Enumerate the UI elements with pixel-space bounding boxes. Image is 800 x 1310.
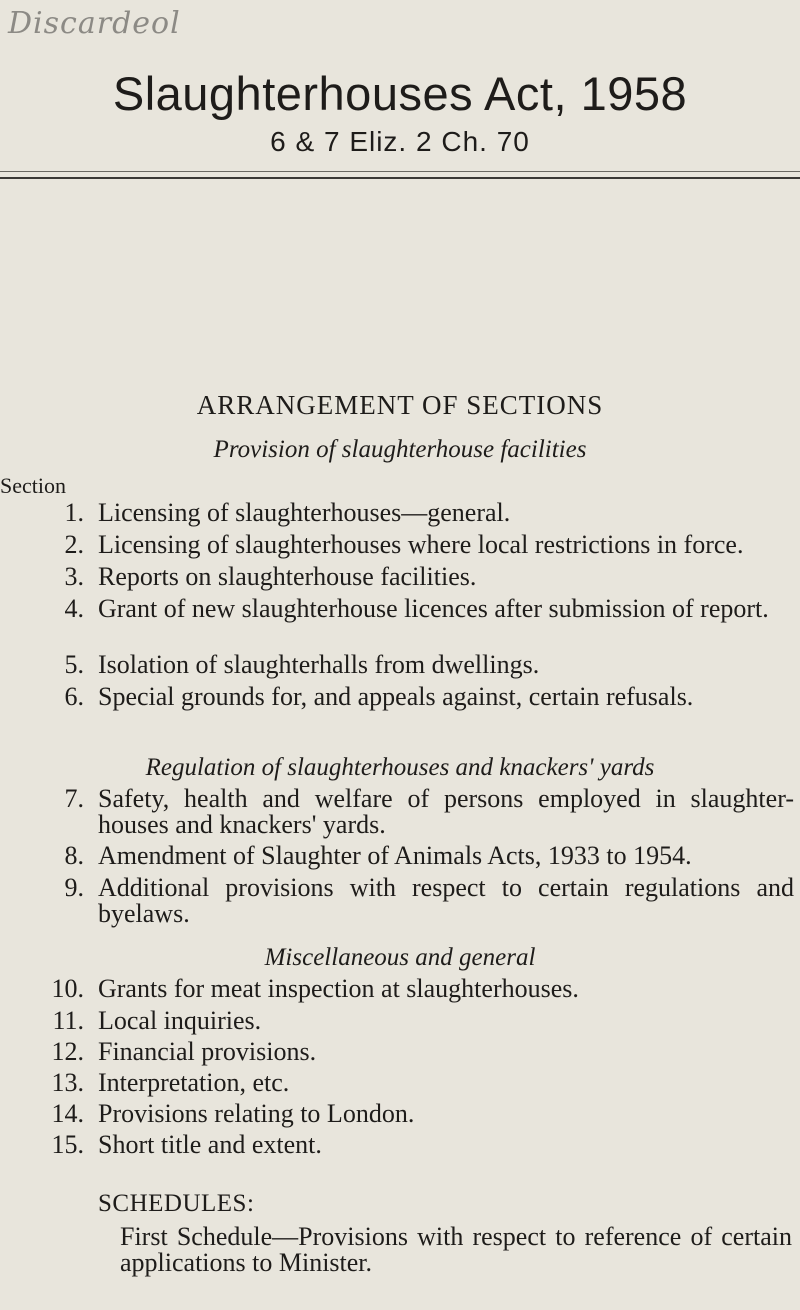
section-number: 10. [51,974,84,1003]
header-rule-thin [0,171,800,172]
section-number: 15. [51,1130,84,1159]
handwritten-annotation: Discardeol [8,6,181,41]
section-number: 13. [51,1068,84,1097]
section-title: Local inquiries. [98,1006,262,1035]
section-number: 2. [64,530,84,559]
section-number: 11. [52,1006,84,1035]
section-number: 12. [51,1037,84,1066]
section-title: Safety, health and welfare of persons employed in slaughter-houses and knackers' yards. [98,784,794,839]
section-number: 3. [64,562,84,591]
section-title: Licensing of slaughterhouses—general. [98,498,511,527]
section-title: Provisions relating to London. [98,1099,415,1128]
section-title: Amendment of Slaughter of Animals Acts, 1933 to 1954. [98,841,692,870]
section-title: Licensing of slaughterhouses where local restrictions in force. [98,530,744,559]
section-column-label: Section [0,473,66,498]
section-number: 4. [64,594,84,623]
section-title: Grant of new slaughterhouse licences after submission of report. [98,594,769,623]
section-title: Isolation of slaughterhalls from dwellings. [98,650,540,679]
section-title: Special grounds for, and appeals against, certain refusals. [98,682,694,711]
schedule-entry: First Schedule—Provisions with respect to reference of certain applications to Minister. [120,1222,792,1277]
section-title: Financial provisions. [98,1037,317,1066]
group-heading-miscellaneous: Miscellaneous and general [264,944,536,971]
section-title: Interpretation, etc. [98,1068,290,1097]
section-title: Reports on slaughterhouse facilities. [98,562,477,591]
section-title: Additional provisions with respect to certain regulations and byelaws. [98,873,794,928]
section-title: Short title and extent. [98,1130,322,1159]
act-title: Slaughterhouses Act, 1958 [112,67,688,120]
section-number: 1. [64,498,84,527]
header-rule-thick [0,177,800,179]
schedules-heading: SCHEDULES: [98,1190,255,1217]
act-citation: 6 & 7 Eliz. 2 Ch. 70 [270,126,530,157]
section-number: 7. [64,784,84,813]
section-number: 8. [64,841,84,870]
group-heading-regulation: Regulation of slaughterhouses and knackers' yards [145,754,655,781]
section-number: 9. [64,873,84,902]
section-number: 5. [64,650,84,679]
section-number: 14. [51,1099,84,1128]
arrangement-heading: ARRANGEMENT OF SECTIONS [196,390,604,420]
group-heading-provision: Provision of slaughterhouse facilities [213,436,587,463]
section-number: 6. [64,682,84,711]
section-title: Grants for meat inspection at slaughterhouses. [98,974,579,1003]
